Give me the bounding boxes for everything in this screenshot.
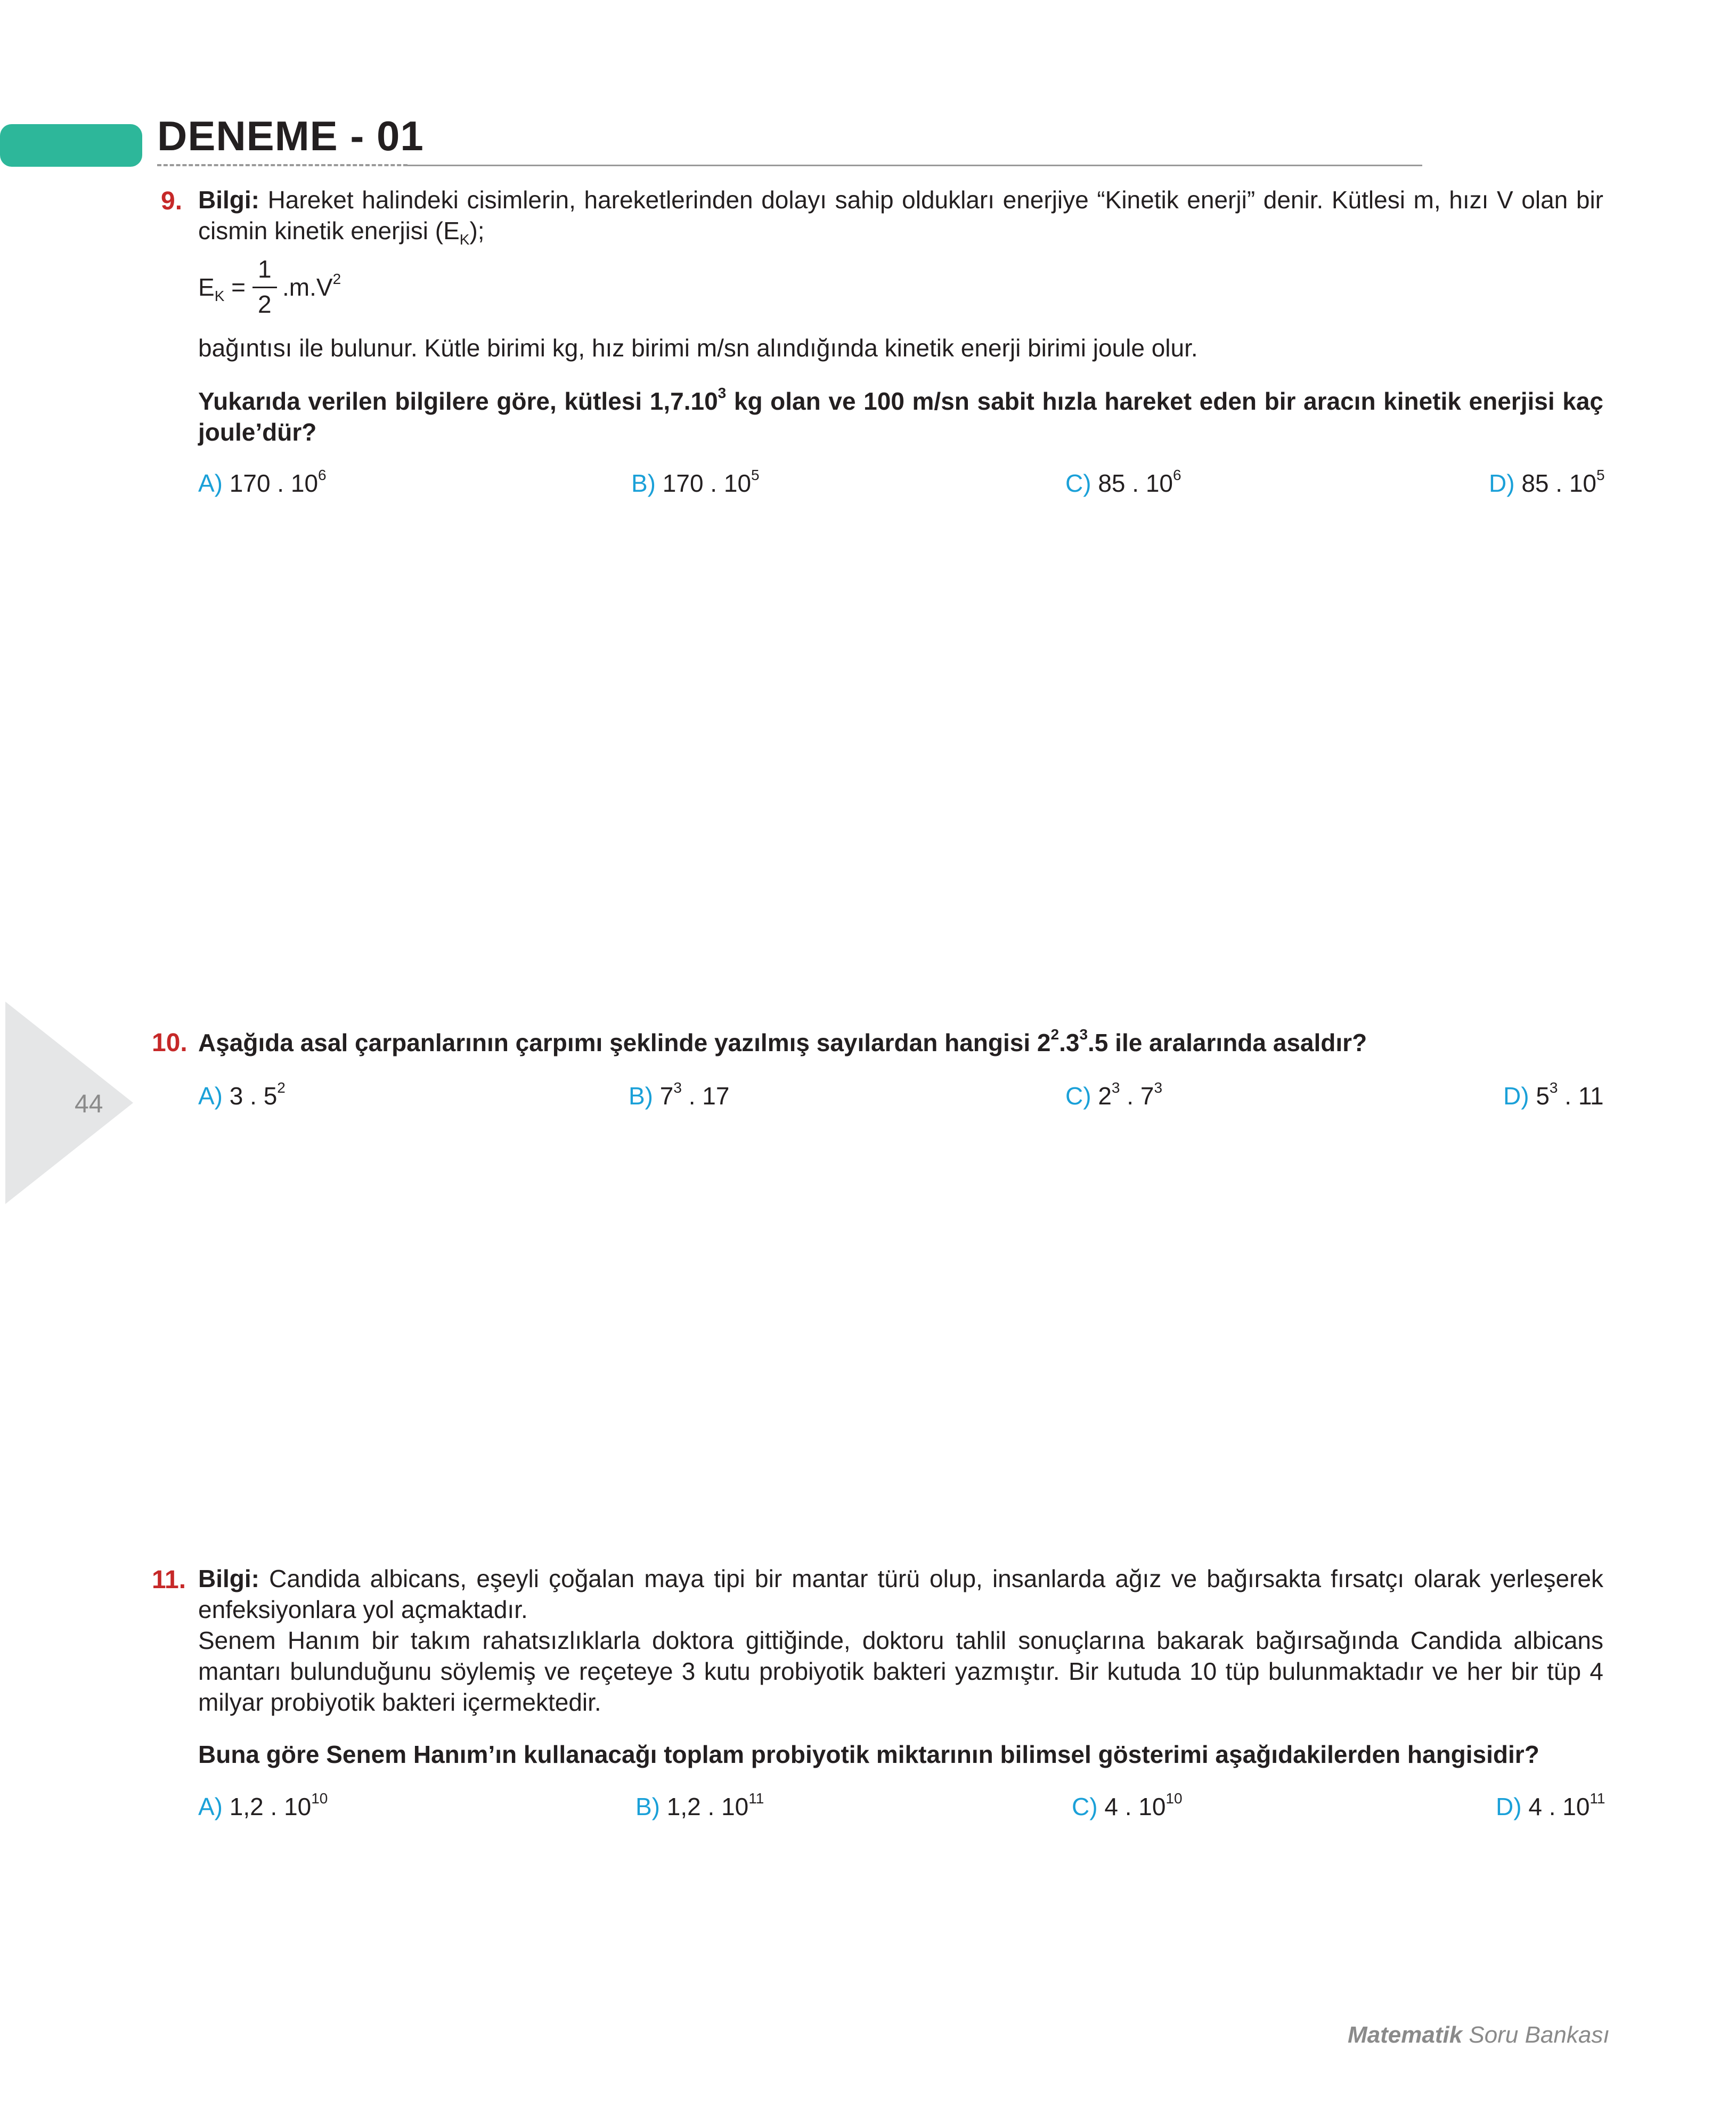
option-text: 85 . 10 [1098,469,1173,497]
footer-brand-bold: Matematik [1348,2022,1463,2048]
option-letter: C) [1065,1082,1091,1110]
option-text: 3 . 5 [229,1082,278,1110]
option-text: 2 [1098,1082,1112,1110]
title-rule [407,165,1422,166]
option-letter: A) [198,1793,223,1820]
bilgi-label: Bilgi: [198,1565,259,1592]
page-title: DENEME - 01 [157,112,424,159]
option-letter: C) [1072,1793,1098,1820]
option-exponent: 2 [277,1079,286,1096]
option-text: 4 . 10 [1528,1793,1590,1820]
footer-brand-rest: Soru Bankası [1462,2022,1610,2048]
formula-e: E [198,273,215,301]
question-11-intro: Candida albicans, eşeyli çoğalan maya tipi bir mantar türü olup, insanlarda ağız ve bağırsakta fırsatçı olarak yerleşerek enfeksiyonlara yol açmaktadır. [198,1565,1603,1623]
option-text: 170 . 10 [229,469,319,497]
option-tail: . 7 [1120,1082,1154,1110]
option-letter: D) [1503,1082,1529,1110]
question-9-info [198,184,1603,246]
formula-superscript: 2 [332,271,341,287]
formula-lhs [198,273,246,302]
option-letter: D) [1496,1793,1522,1820]
option-exponent: 11 [748,1790,764,1807]
bilgi-label: Bilgi: [198,186,259,214]
option-exponent: 6 [1173,467,1181,483]
question-9-stem [198,386,1603,448]
question-11-number: 11. [152,1566,186,1594]
option-exponent: 3 [673,1079,682,1096]
option-text: 7 [659,1082,674,1110]
formula-rhs [282,273,341,302]
option-exponent: 11 [1590,1790,1605,1807]
page-number: 44 [75,1090,103,1118]
formula-equals: = [224,273,246,301]
question-10-number: 10. [152,1029,188,1057]
question-9-intro: Hareket halindeki cisimlerin, hareketlerinden dolayı sahip oldukları enerjiye “Kinetik enerji” denir. Kütlesi m, hızı V olan bir cismin kinetik enerjisi (E [198,186,1603,245]
subscript: K [459,231,470,248]
option-tail: . 17 [681,1082,730,1110]
option-exponent: 6 [318,467,327,483]
q11-option-a[interactable] [198,1792,328,1821]
option-letter: B) [629,1082,653,1110]
q10-option-a[interactable] [198,1079,286,1110]
q9-option-c[interactable] [1065,469,1181,498]
option-letter: B) [631,469,656,497]
fraction-numerator: 1 [258,255,272,283]
option-exponent: 10 [311,1790,328,1807]
q11-option-d[interactable] [1496,1792,1605,1821]
q10-option-d[interactable] [1503,1079,1604,1110]
option-letter: B) [635,1793,660,1820]
question-9-intro-end: ); [469,217,485,245]
q10-option-c[interactable] [1065,1079,1163,1110]
option-exponent: 10 [1166,1790,1183,1807]
q11-option-c[interactable] [1072,1792,1183,1821]
question-11-info [198,1563,1603,1625]
question-10-stem-mid: .3 [1059,1029,1080,1056]
superscript: 3 [718,385,727,401]
title-dashed-underline [157,164,407,166]
option-letter: C) [1065,469,1091,497]
question-9-stem-b: kg olan ve 100 m/sn sabit hızla hareket eden bir aracın kinetik enerjisi kaç joule’dür? [198,387,1603,446]
option-exponent: 5 [751,467,760,483]
header-accent-bar [0,124,142,167]
superscript: 3 [1079,1026,1088,1043]
footer-brand [1348,2022,1610,2048]
q10-option-b[interactable] [629,1079,730,1110]
formula-mv: .m.V [282,273,333,301]
option-text: 4 . 10 [1104,1793,1166,1820]
question-11-paragraph: Senem Hanım bir takım rahatsızlıklarla doktora gittiğinde, doktoru tahlil sonuçlarına bakarak bağırsağında Candida albicans mantarı bulunduğunu söylemiş ve reçeteye 3 kutu probiyotik bakteri yazmıştır. Bir kutuda 10 tüp bulunmaktadır ve her bir tüp 4 milyar probiyotik bakteri içermektedir. [198,1627,1603,1716]
option-text: 1,2 . 10 [229,1793,312,1820]
option-letter: A) [198,1082,223,1110]
question-9-number: 9. [161,187,183,215]
option-exponent: 3 [1549,1079,1558,1096]
q9-option-b[interactable] [631,469,760,498]
page-tab-triangle [5,1002,133,1204]
fraction-bar [252,287,277,288]
option-exponent: 3 [1111,1079,1120,1096]
option-letter: D) [1489,469,1515,497]
option-exponent: 5 [1596,467,1605,483]
question-9-stem-a: Yukarıda verilen bilgilere göre, kütlesi 1,7.10 [198,387,718,415]
option-tail: . 11 [1558,1082,1604,1110]
option-exponent: 3 [1154,1079,1163,1096]
option-text: 5 [1536,1082,1550,1110]
option-text: 1,2 . 10 [666,1793,749,1820]
q9-option-d[interactable] [1489,469,1605,498]
question-10-stem-a: Aşağıda asal çarpanlarının çarpımı şeklinde yazılmış sayılardan hangisi 2 [198,1029,1051,1056]
fraction-denominator: 2 [258,290,272,318]
formula-subscript: K [214,288,225,304]
question-11-stem: Buna göre Senem Hanım’ın kullanacağı toplam probiyotik miktarının bilimsel gösterimi aşağıdakilerden hangisidir? [198,1741,1539,1768]
kinetic-energy-formula [198,255,411,319]
option-text: 170 . 10 [662,469,752,497]
question-10-stem-b: .5 ile aralarında asaldır? [1088,1029,1367,1056]
option-text: 85 . 10 [1521,469,1597,497]
question-10-stem [198,1027,1603,1058]
option-letter: A) [198,469,223,497]
superscript: 2 [1050,1026,1059,1043]
question-9-after-formula: bağıntısı ile bulunur. Kütle birimi kg, hız birimi m/sn alındığında kinetik enerji birimi joule olur. [198,334,1198,362]
q11-option-b[interactable] [635,1792,764,1821]
q9-option-a[interactable] [198,469,327,498]
